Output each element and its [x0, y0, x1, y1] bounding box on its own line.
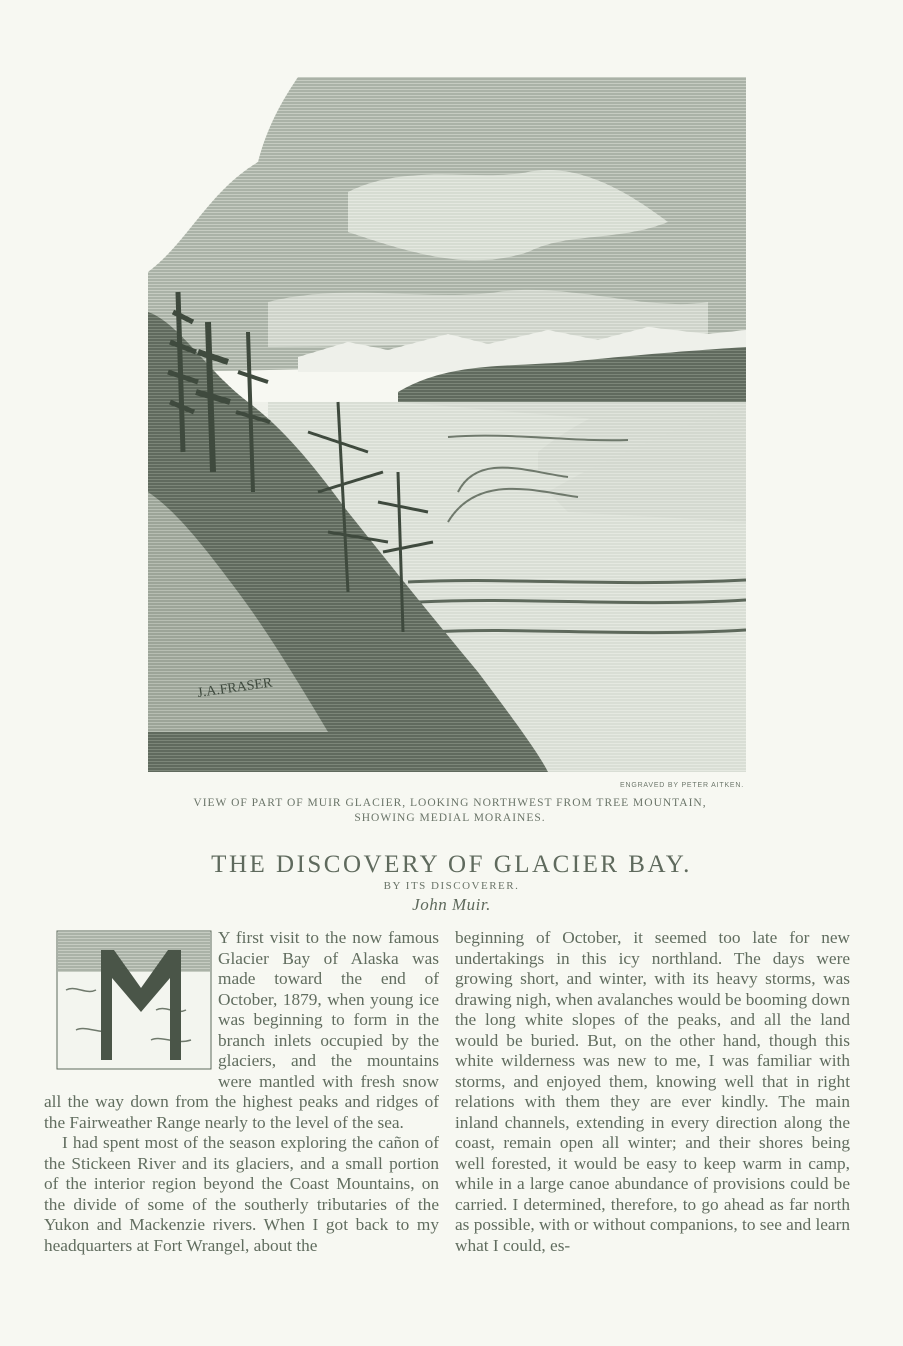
landscape-engraving-image [148, 72, 746, 772]
paragraph-2-continued: beginning of October, it seemed too late for new undertakings in this icy northland. The days were growing short, and winter, with its heavy storms, was drawing nigh, when avalanches would be booming down the long white slopes of the peaks, and all the land would be buried. But, on the other hand, though this white wilderness was new to me, I was familiar with storms, and enjoyed them, knowing well that in right relations with them they are ever kindly. The main inland channels, extending in every direction along the coast, remain open all winter; and their shores being well forested, it would be easy to keep warm in camp, while in a large canoe abundance of provisions could be carried. I determined, therefore, to go ahead as far north as possible, with or without companions, to see and learn what I could, es- [455, 928, 850, 1255]
caption-line-1: VIEW OF PART OF MUIR GLACIER, LOOKING NORTHWEST FROM TREE MOUNTAIN, [193, 797, 707, 809]
paragraph-1: Y first visit to the now famous Glacier Bay of Alaska was made toward the end of October, 1879, when young ice was beginning to form in the branch inlets occupied by the glaciers, and the mountains were mantled with fresh snow all the way down from the highest peaks and ridges of the Fairweather Range nearly to the level of the sea. [44, 928, 439, 1132]
article-author: John Muir. [412, 895, 491, 914]
caption-line-2: SHOWING MEDIAL MORAINES. [354, 812, 546, 824]
decorated-drop-cap [56, 930, 212, 1070]
article-title: THE DISCOVERY OF GLACIER BAY. [211, 851, 692, 878]
article-byline: BY ITS DISCOVERER. [383, 880, 520, 892]
paragraph-2: I had spent most of the season exploring the cañon of the Stickeen River and its glaciers, and a small portion of the interior region beyond the Coast Mountains, on the divide of some of the southerly tributaries of the Yukon and Mackenzie rivers. When I got back to my headquarters at Fort Wrangel, about the [44, 1133, 439, 1255]
engraver-credit: ENGRAVED BY PETER AITKEN. [620, 782, 744, 789]
illustration-caption [100, 796, 800, 826]
text-column-left [44, 928, 439, 1256]
text-column-right [455, 928, 850, 1256]
drop-cap-m-icon [56, 930, 212, 1070]
glacier-engraving-illustration [148, 72, 746, 772]
svg-text:J.A.FRASER: J.A.FRASER [196, 675, 274, 701]
